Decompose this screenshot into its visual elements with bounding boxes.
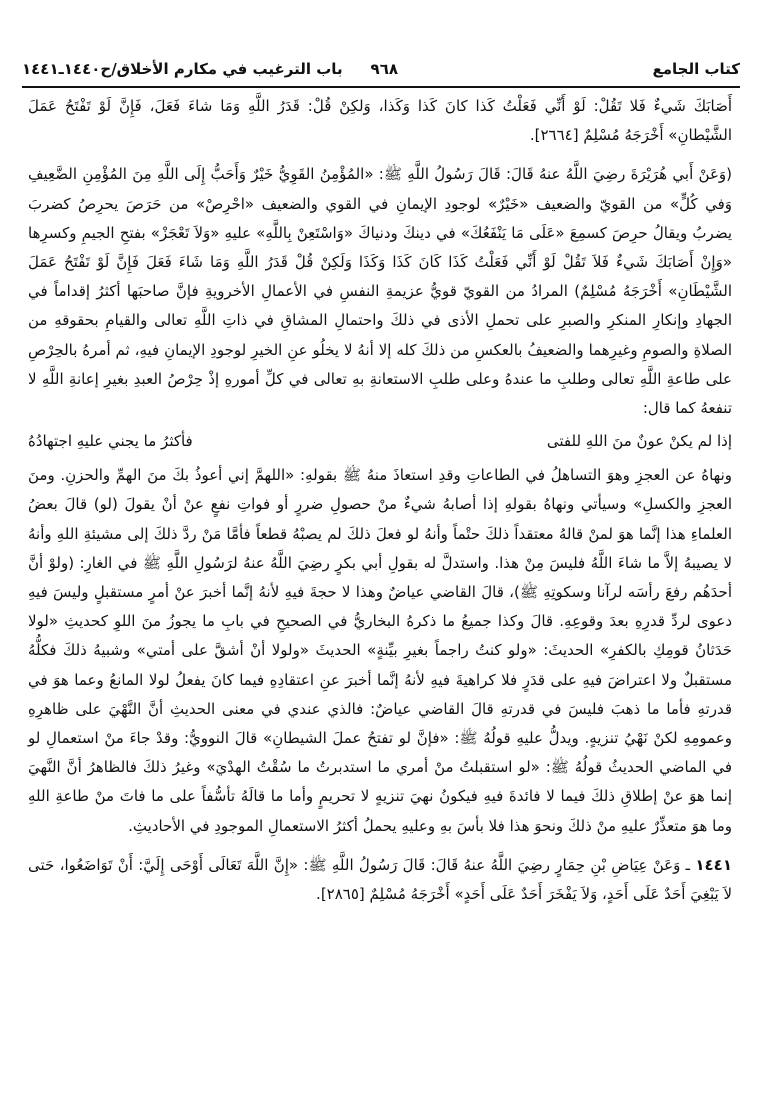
verse-hemistich-first: إذا لم يكنْ عونٌ منَ اللهِ للفتى [546,432,732,451]
paragraph-hadith-1440: (وَعَنْ أَبي هُرَيْرَةَ رضِيَ اللَّهُ عنهُ قَالَ: قَالَ رَسُولُ اللَّهِ ﷺ: «المُؤْمِنُ القَوِيُّ خَيْرٌ وَأَحَبُّ إِلَى اللَّهِ مِنَ المُؤْمِنِ الضَّعِيفِ وَفي كُلٍّ» من القويّ والضعيف «خَيْرٌ» لوجودِ الإيمانِ في القوي والضعيف «احْرِصْ» من حَرَصَ يحرِصُ كضربَ يضربُ ويقالُ حرِصَ كسمِعَ «عَلَى مَا يَنْفَعُكَ» في دينكَ ودنياكَ «وَاسْتَعِنْ بِاللَّهِ» عليهِ «وَلاَ تَعْجَزْ» بفتحِ الجيمِ وكسرِها «وَإِنْ أَصَابَكَ شَيءٌ فَلاَ تَقُلْ لَوْ أَنِّي فَعَلْتُ كَذَا كَانَ كَذَا وَكَذَا وَلَكِنْ قُلْ قَدَرُ اللَّهِ وَمَا شَاءَ فَعَلَ فَإِنَّ لَوْ تَفْتَحُ عَمَلَ الشَّيْطَانِ» أَخْرَجَهُ مُسْلِمٌ) المرادُ من القويّ قويُّ عزيمةِ النفسِ في الأعمالِ الأخرويةِ فإنَّ صاحبَها أكثرُ إقداماً في الجهادِ وإنكارِ المنكرِ والصبرِ على تحملِ الأذى في ذلكَ واحتمالِ المشاقِ في ذاتِ اللَّهِ تعالى والقيامِ بحقوقهِ من الصلاةِ والصومِ وغيرِهما والضعيفُ بالعكسِ من ذلكَ كله إلا أنهُ لا يخلُو عنِ الخيرِ لوجودِ الإيمانِ فيهِ، ثم أمرهُ بالحِرْصِ على طاعةِ اللَّهِ تعالى وطلبِ ما عندهُ وعلى طلبِ الاستعانةِ بهِ تعالى في كلِّ أمورهِ إذْ حِرْصُ العبدِ بغيرِ إعانةِ اللَّهِ لا تنفعهُ كما قال: [28,165,732,418]
page-body [28,92,732,909]
page-number: ٩٦٨ [370,60,399,78]
running-header [22,56,740,84]
paragraph-hadith-1441 [28,851,732,909]
verse-hemistich-second: فأكثرُ ما يجني عليهِ اجتهادُهُ [28,432,193,451]
paragraph-commentary: ونهاهُ عن العجزِ وهوَ التساهلُ في الطاعاتِ وقدِ استعاذَ منهُ ﷺ بقولهِ: «اللهمَّ إني أعوذُ بكَ منَ الهمِّ والحزنِ. ومنَ العجزِ والكسلِ» وسيأتي ونهاهُ بقولهِ إذا أصابهُ شيءٌ منْ حصولِ ضررٍ أو فواتِ نفعٍ عنْ أنْ يقولَ (لو) قالَ بعضُ العلماءِ هذا إنَّما هوَ لمنْ قالهُ معتقداً ذلكَ حتْماً وأنهُ لو فعلَ ذلكَ لم يصبْهُ قطعاً فأمَّا مَنْ ردَّ ذلكَ إلى مشيئةِ اللهِ وأنهُ لا يصيبهُ إلاَّ ما شاءَ اللَّهُ فليسَ مِنْ هذا. واستدلَّ له بقولِ أبي بكرٍ رضِيَ اللَّهُ عنهُ لرَسُولِ اللَّهِ ﷺ في الغارِ: (ولوْ أنَّ أحدَهُم رفعَ رأسَه لرآنا وسكوتِهِ ﷺ)، قالَ القاضي عياضٌ وهذا لا حجةَ فيهِ لأنهُ إنَّما أخبرَ عنْ أمرٍ مستقبلٍ وليسَ فيهِ دعوى لردِّ قدرِهِ بعدَ وقوعِهِ. قالَ وكذا جميعُ ما ذكرهُ البخاريُّ في الصحيحِ في بابِ ما يجوزُ منَ اللوِ كحديثِ «لولا حَدَثانُ قومِكِ بالكفرِ» الحديثَ: «ولو كنتُ راجماً بغيرِ بيِّنةٍ» الحديثَ «ولولا أنْ أشقَّ على أمتي» وشبيهُ ذلكَ فكلُّهُ مستقبلٌ ولا اعتراضَ فيهِ على قدَرٍ فلا كراهيةَ فيهِ لأنهُ إنَّما أخبرَ عنِ اعتقادِهِ فيما كانَ يفعلُ لولا المانعُ وعما هوَ في قدرتهِ فأما ما ذهبَ فليسَ في قدرتهِ قالَ القاضي عياضٌ: فالذي عندي في معنى الحديثِ أنَّ النَّهْيَ على ظاهرِهِ وعمومِهِ لكنْ نَهْيُ تنزيهٍ. ويدلُّ عليهِ قولُهُ ﷺ: «فإنَّ لو تفتحُ عملَ الشيطانِ» قالَ النوويُّ: وقدْ جاءَ منْ استعمالِ لو في الماضي الحديثُ قولُهُ ﷺ: «لو استقبلتُ منْ أمري ما استدبرتُ ما سُقْتُ الهدْيَ» وغيرُ ذلكَ فالظاهرُ أنَّ النَّهيَ إنما هوَ عنْ إطلاقِ ذلكَ فيما لا فائدةَ فيهِ فيكونُ نهيَ تنزيهٍ لا تحريمٍ وأما ما قالَهُ تأسُّفاً على ما فاتَ منْ طاعةِ اللهِ وما هوَ متعذِّرٌ عليهِ منْ ذلكَ ونحوَ هذا فلا بأسَ بهِ وعليهِ يحملُ أكثرُ الاستعمالِ الموجودِ في الأحاديثِ. [28,466,732,835]
book-title: كتاب الجامع [652,60,740,78]
poetry-verse [28,427,732,457]
paragraph-continuation: أَصَابَكَ شَيءٌ فَلا تَقُلْ: لَوْ أَنِّي فَعَلْتُ كَذا كانَ كَذا وَكَذا، وَلكِنْ قُلْ: قَدَرُ اللَّهِ وَمَا شاءَ فَعَلَ، فَإِنَّ لَوْ تَفْتَحُ عَمَلَ الشَّيْطانِ» أَخْرَجَهُ مُسْلِمٌ [٢٦٦٤]. [28,97,732,145]
hadith-text: ـ وَعَنْ عِيَاضِ بْنِ حِمَارٍ رضِيَ اللَّهُ عنهُ قَالَ: قَالَ رَسُولُ اللَّهِ ﷺ: «إِنَّ اللَّهَ تَعَالَى أَوْحَى إِلَيَّ: أَنْ تَوَاضَعُوا، حَتى لاَ يَبْغِيَ أَحَدٌ عَلَى أَحَدٍ، وَلاَ يَفْخَرَ أَحَدٌ عَلَى أَحَدٍ» أَخْرَجَهُ مُسْلِمٌ [٢٨٦٥]. [28,855,732,904]
chapter-title: باب الترغيب في مكارم الأخلاق/ح١٤٤٠ـ١٤٤١ [22,60,343,78]
hadith-number: ١٤٤١ [695,855,732,874]
header-rule [22,86,740,88]
